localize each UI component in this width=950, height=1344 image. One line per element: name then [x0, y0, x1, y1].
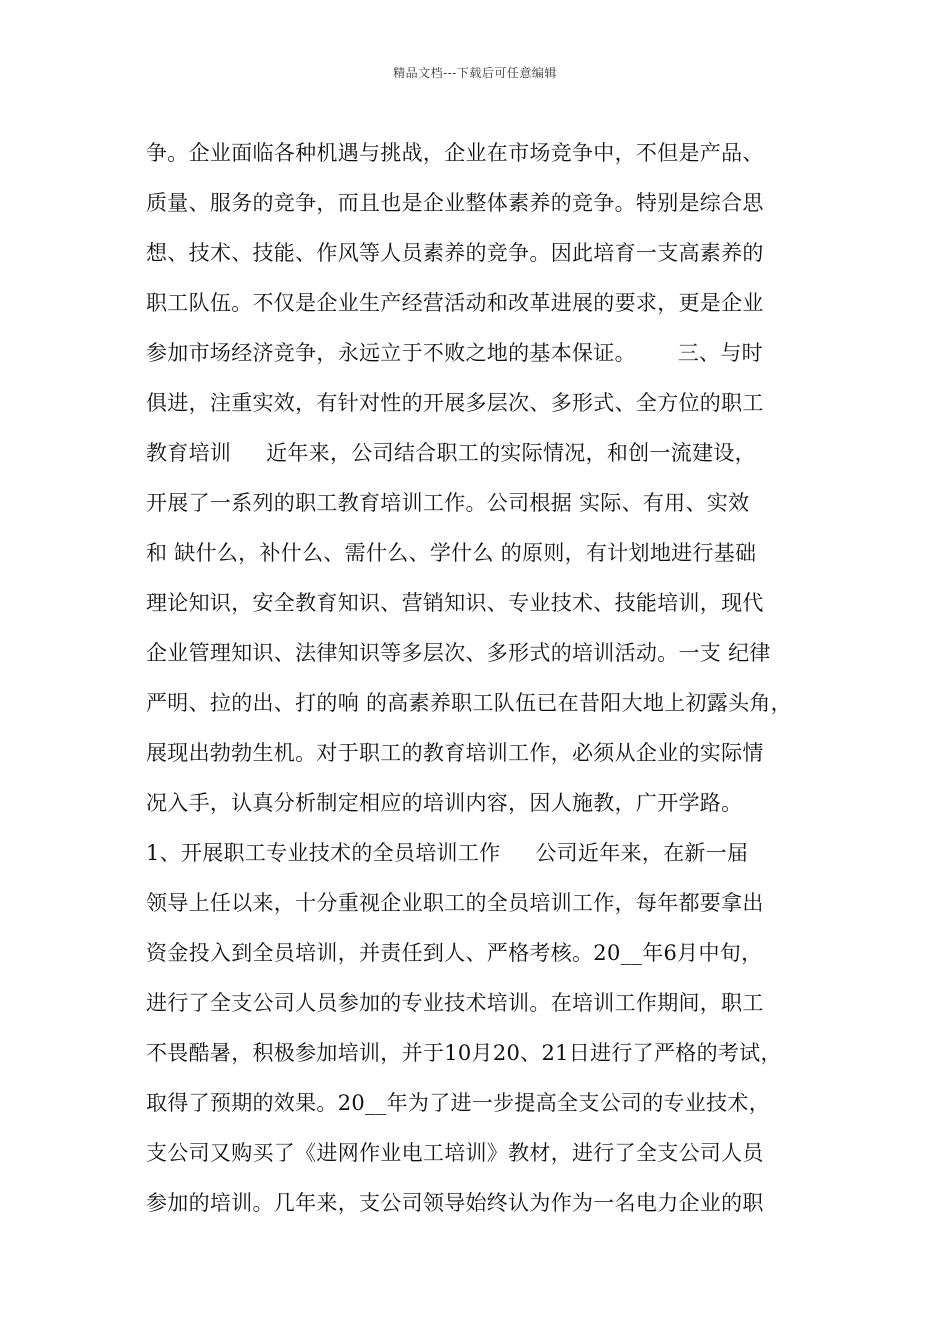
text-line: 俱进，注重实效，有针对性的开展多层次、多形式、全方位的职工 — [146, 391, 764, 415]
text-line: 和 缺什么，补什么、需什么、学什么 的原则，有计划地进行基础 — [146, 541, 757, 565]
text-line: 职工队伍。不仅是企业生产经营活动和改革进展的要求，更是企业 — [146, 291, 764, 315]
text-line: 资金投入到全员培训，并责任到人、严格考核。20__年6月中旬， — [146, 941, 763, 965]
text-line: 参加的培训。几年来，支公司领导始终认为作为一名电力企业的职 — [146, 1191, 764, 1215]
text-line: 取得了预期的效果。20__年为了进一步提高全支公司的专业技术， — [146, 1091, 771, 1115]
text-line: 严明、拉的出、打的响 的高素养职工队伍已在昔阳大地上初露头角， — [146, 691, 792, 715]
text-line: 1、开展职工专业技术的全员培训工作 公司近年来，在新一届 — [146, 841, 749, 865]
text-line: 领导上任以来，十分重视企业职工的全员培训工作，每年都要拿出 — [146, 891, 764, 915]
text-line: 参加市场经济竞争，永远立于不败之地的基本保证。 三、与时 — [146, 341, 763, 365]
text-line: 展现出勃勃生机。对于职工的教育培训工作，必须从企业的实际情 — [146, 741, 764, 765]
text-line: 理论知识，安全教育知识、营销知识、专业技术、技能培训，现代 — [146, 591, 764, 615]
body-text — [146, 128, 826, 1228]
text-line: 想、技术、技能、作风等人员素养的竞争。因此培育一支高素养的 — [146, 241, 764, 265]
text-line: 企业管理知识、法律知识等多层次、多形式的培训活动。一支 纪律 — [146, 641, 771, 665]
text-line: 进行了全支公司人员参加的专业技术培训。在培训工作期间，职工 — [146, 991, 764, 1015]
text-line: 争。企业面临各种机遇与挑战，企业在市场竞争中，不但是产品、 — [146, 141, 764, 165]
text-line: 不畏酷暑，积极参加培训，并于10月20、21日进行了严格的考试， — [146, 1041, 782, 1065]
text-line: 况入手，认真分析制定相应的培训内容，因人施教，广开学路。 — [146, 791, 743, 815]
text-line: 开展了一系列的职工教育培训工作。公司根据 实际、有用、实效 — [146, 491, 750, 515]
text-line: 教育培训 近年来，公司结合职工的实际情况，和创一流建设， — [146, 441, 756, 465]
page-header: 精品文档---下载后可任意编辑 — [393, 66, 557, 80]
text-line: 支公司又购买了《进网作业电工培训》教材，进行了全支公司人员 — [146, 1141, 764, 1165]
text-line: 质量、服务的竞争，而且也是企业整体素养的竞争。特别是综合思 — [146, 191, 764, 215]
